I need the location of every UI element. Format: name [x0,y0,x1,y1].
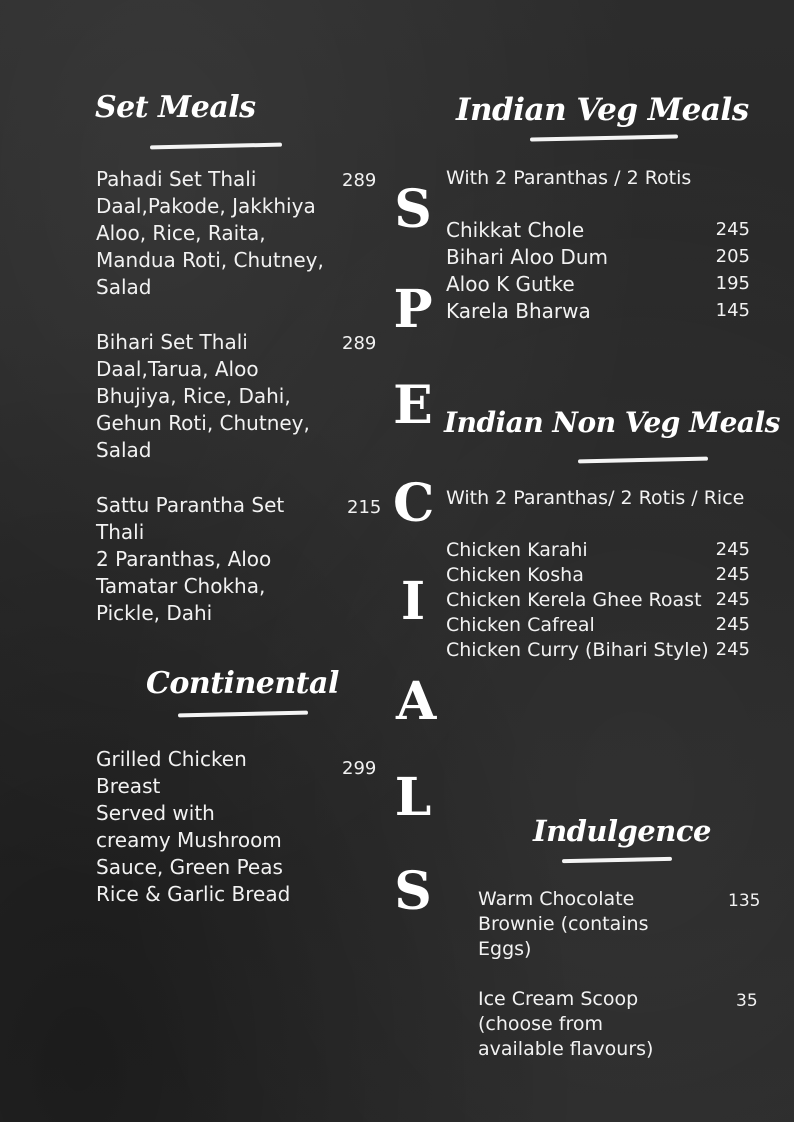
item-description: Rice & Garlic Bread [96,882,291,906]
indian-non-veg-subtitle: With 2 Paranthas/ 2 Rotis / Rice [446,487,745,509]
item-price: 245 [715,564,750,585]
menu-item-sattu-thali [96,492,346,627]
item-description: 2 Paranthas, Aloo [96,547,272,571]
item-price: 195 [715,273,750,294]
specials-letter: S [394,179,432,240]
menu-item-bihari-thali [96,329,346,464]
item-description: Salad [96,275,152,299]
menu-item-grilled-chicken [96,746,346,908]
indian-non-veg-heading: Indian Non Veg Meals [444,406,780,439]
item-name: Thali [96,520,145,544]
item-price: 245 [715,639,750,660]
indian-veg-heading: Indian Veg Meals [456,92,749,128]
specials-letter: L [394,767,432,828]
item-name: Pahadi Set Thali [96,167,257,191]
item-description: creamy Mushroom [96,828,282,852]
specials-letter: A [396,671,437,732]
indian-veg-subtitle: With 2 Paranthas / 2 Rotis [446,167,692,189]
menu-item [446,298,750,324]
item-description: Served with [96,801,215,825]
specials-letter: P [393,279,433,340]
item-price: 245 [715,589,750,610]
menu-item [446,244,750,270]
item-price: 145 [715,300,750,321]
item-name: Warm Chocolate [478,888,635,910]
item-name: Eggs) [478,938,532,960]
menu-item [446,637,750,663]
indian-veg-list [446,217,750,327]
menu-item-pahadi-thali [96,166,346,301]
indian-veg-underline [530,134,678,141]
item-description: available flavours) [478,1038,654,1060]
item-name: Chicken Cafreal [446,614,595,636]
item-price: 35 [736,991,758,1011]
item-name: Chicken Kerela Ghee Roast [446,589,702,611]
item-price: 245 [715,539,750,560]
item-name: Aloo K Gutke [446,272,575,296]
item-name: Bihari Aloo Dum [446,245,608,269]
menu-item [446,587,750,613]
menu-item [446,537,750,563]
item-price: 245 [715,614,750,635]
item-description: Mandua Roti, Chutney, [96,248,324,272]
item-description: Pickle, Dahi [96,601,213,625]
item-description: Daal,Pakode, Jakkhiya [96,194,316,218]
item-price: 289 [342,333,377,354]
indian-non-veg-list [446,537,750,667]
item-price: 205 [715,246,750,267]
item-price: 299 [342,758,377,779]
item-name: Chicken Kosha [446,564,584,586]
item-price: 135 [728,891,761,911]
set-meals-underline [150,143,282,150]
item-name: Chikkat Chole [446,218,585,242]
item-name: Bihari Set Thali [96,330,248,354]
menu-item [446,562,750,588]
item-name: Sattu Parantha Set [96,493,285,517]
item-name: Ice Cream Scoop [478,988,639,1010]
item-description: Gehun Roti, Chutney, [96,411,310,435]
specials-letter: E [393,375,433,436]
menu-item-brownie [478,887,648,962]
menu-item [446,271,750,297]
item-description: (choose from [478,1013,603,1035]
indulgence-heading: Indulgence [533,814,711,848]
item-name: Grilled Chicken [96,747,247,771]
item-description: Sauce, Green Peas [96,855,283,879]
menu-item [446,612,750,638]
item-description: Aloo, Rice, Raita, [96,221,266,245]
item-description: Salad [96,438,152,462]
item-name: Breast [96,774,161,798]
indulgence-underline [562,857,672,863]
item-name: Chicken Karahi [446,539,588,561]
item-description: Tamatar Chokha, [96,574,266,598]
item-description: Bhujiya, Rice, Dahi, [96,384,291,408]
item-price: 215 [347,497,382,518]
item-description: Daal,Tarua, Aloo [96,357,259,381]
menu-item [446,217,750,243]
continental-underline [178,711,308,718]
specials-letter: C [393,473,435,534]
item-price: 289 [342,170,377,191]
item-name: Brownie (contains [478,913,649,935]
continental-heading: Continental [146,666,339,701]
item-price: 245 [715,219,750,240]
item-name: Karela Bharwa [446,299,591,323]
specials-letter: S [394,861,432,922]
indian-non-veg-underline [578,457,708,464]
set-meals-heading: Set Meals [95,90,256,125]
item-name: Chicken Curry (Bihari Style) [446,639,709,661]
specials-letter: I [400,571,426,632]
menu-item-ice-cream [478,987,653,1062]
